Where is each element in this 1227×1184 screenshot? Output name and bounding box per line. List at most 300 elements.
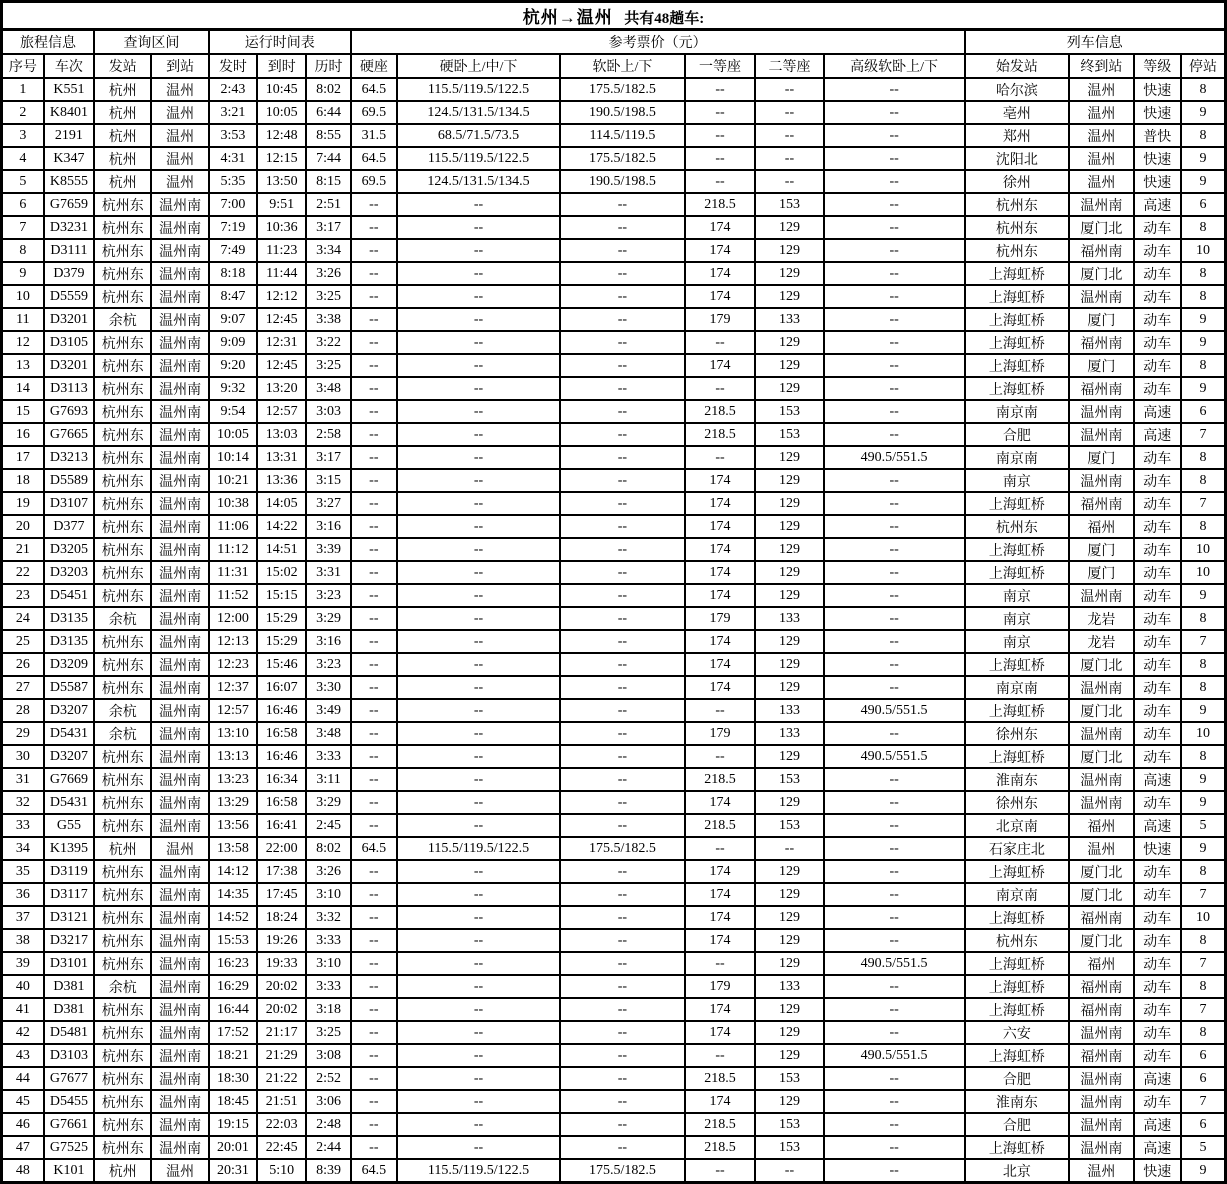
table-cell: 动车: [1134, 216, 1181, 239]
table-cell: 133: [755, 722, 823, 745]
table-cell: 9: [1181, 331, 1226, 354]
table-row: [2, 561, 1226, 584]
table-row: [2, 469, 1226, 492]
table-cell: 20:02: [257, 975, 306, 998]
table-cell: 174: [685, 998, 755, 1021]
table-cell: 动车: [1134, 1090, 1181, 1113]
table-cell: --: [397, 492, 560, 515]
table-row: [2, 423, 1226, 446]
table-cell: --: [351, 1113, 397, 1136]
table-cell: 12:31: [257, 331, 306, 354]
table-cell: D3205: [44, 538, 94, 561]
table-row: [2, 1113, 1226, 1136]
table-cell: 厦门: [1069, 308, 1133, 331]
table-cell: 46: [2, 1113, 44, 1136]
table-cell: K1395: [44, 837, 94, 860]
table-cell: --: [397, 1113, 560, 1136]
table-row: [2, 630, 1226, 653]
table-cell: 温州南: [151, 561, 208, 584]
table-cell: D3121: [44, 906, 94, 929]
table-cell: --: [755, 78, 823, 101]
table-cell: 温州: [1069, 170, 1133, 193]
table-cell: 温州南: [151, 492, 208, 515]
table-cell: 温州: [1069, 78, 1133, 101]
table-cell: 动车: [1134, 354, 1181, 377]
table-cell: --: [560, 193, 685, 216]
table-cell: 16:29: [209, 975, 257, 998]
table-cell: --: [397, 1067, 560, 1090]
table-cell: 快速: [1134, 101, 1181, 124]
table-cell: 福州: [1069, 814, 1133, 837]
table-cell: 14:51: [257, 538, 306, 561]
table-cell: 3:26: [306, 262, 350, 285]
table-cell: 22:45: [257, 1136, 306, 1159]
table-cell: --: [824, 331, 965, 354]
table-cell: 218.5: [685, 1113, 755, 1136]
table-cell: 31.5: [351, 124, 397, 147]
train-count-text: 共有48趟车:: [624, 11, 705, 27]
table-cell: --: [351, 791, 397, 814]
table-row: [2, 906, 1226, 929]
table-cell: 温州南: [151, 653, 208, 676]
table-cell: 10: [1181, 561, 1226, 584]
table-cell: 动车: [1134, 331, 1181, 354]
table-cell: K101: [44, 1159, 94, 1183]
table-cell: --: [351, 1021, 397, 1044]
table-cell: 杭州东: [94, 492, 151, 515]
table-cell: 64.5: [351, 1159, 397, 1183]
table-cell: 129: [755, 354, 823, 377]
table-cell: --: [351, 584, 397, 607]
table-cell: --: [397, 630, 560, 653]
table-cell: 38: [2, 929, 44, 952]
table-cell: 129: [755, 262, 823, 285]
table-cell: --: [560, 722, 685, 745]
table-cell: --: [397, 975, 560, 998]
table-cell: --: [560, 239, 685, 262]
table-cell: 杭州东: [94, 469, 151, 492]
table-cell: --: [755, 101, 823, 124]
table-cell: D3217: [44, 929, 94, 952]
table-cell: 153: [755, 1136, 823, 1159]
table-cell: --: [824, 515, 965, 538]
table-cell: 9:09: [209, 331, 257, 354]
table-cell: --: [351, 515, 397, 538]
table-cell: 3:23: [306, 584, 350, 607]
table-cell: 8:39: [306, 1159, 350, 1183]
table-cell: 上海虹桥: [965, 699, 1070, 722]
table-cell: 18:24: [257, 906, 306, 929]
table-cell: 16:23: [209, 952, 257, 975]
table-cell: --: [755, 147, 823, 170]
table-cell: --: [351, 1067, 397, 1090]
table-cell: 11:52: [209, 584, 257, 607]
table-cell: 17:52: [209, 1021, 257, 1044]
table-cell: 115.5/119.5/122.5: [397, 837, 560, 860]
table-cell: --: [397, 814, 560, 837]
table-cell: 41: [2, 998, 44, 1021]
table-cell: 3:18: [306, 998, 350, 1021]
table-cell: 温州南: [151, 883, 208, 906]
table-cell: --: [560, 285, 685, 308]
table-cell: --: [560, 998, 685, 1021]
table-cell: 20:02: [257, 998, 306, 1021]
table-cell: 动车: [1134, 492, 1181, 515]
table-cell: 快速: [1134, 78, 1181, 101]
table-cell: 3:16: [306, 515, 350, 538]
table-cell: D3231: [44, 216, 94, 239]
table-cell: 福州: [1069, 952, 1133, 975]
table-row: [2, 515, 1226, 538]
table-cell: 6: [1181, 193, 1226, 216]
table-row: [2, 883, 1226, 906]
table-cell: --: [351, 446, 397, 469]
table-cell: 10: [1181, 906, 1226, 929]
table-cell: 温州南: [151, 791, 208, 814]
table-cell: --: [560, 745, 685, 768]
table-cell: 153: [755, 193, 823, 216]
table-cell: --: [824, 1067, 965, 1090]
table-cell: 温州: [151, 170, 208, 193]
table-row: [2, 768, 1226, 791]
table-cell: --: [824, 929, 965, 952]
table-cell: 2:45: [306, 814, 350, 837]
table-cell: --: [351, 630, 397, 653]
table-cell: 7: [1181, 492, 1226, 515]
table-cell: 20:01: [209, 1136, 257, 1159]
table-cell: 12:00: [209, 607, 257, 630]
table-cell: 动车: [1134, 1021, 1181, 1044]
table-cell: 杭州: [94, 78, 151, 101]
table-cell: 174: [685, 492, 755, 515]
table-cell: 8: [1181, 216, 1226, 239]
table-cell: 129: [755, 377, 823, 400]
table-cell: 7:49: [209, 239, 257, 262]
table-cell: 5:10: [257, 1159, 306, 1183]
table-cell: 153: [755, 814, 823, 837]
table-cell: --: [560, 561, 685, 584]
table-cell: 杭州东: [94, 331, 151, 354]
table-cell: 174: [685, 354, 755, 377]
table-cell: 45: [2, 1090, 44, 1113]
table-cell: 8: [1181, 975, 1226, 998]
table-cell: 69.5: [351, 101, 397, 124]
table-cell: 129: [755, 492, 823, 515]
table-cell: 17:38: [257, 860, 306, 883]
table-cell: 杭州: [94, 837, 151, 860]
table-cell: 厦门北: [1069, 860, 1133, 883]
table-cell: 6: [1181, 400, 1226, 423]
table-cell: 3:25: [306, 354, 350, 377]
table-cell: 2:44: [306, 1136, 350, 1159]
table-cell: --: [397, 1044, 560, 1067]
table-cell: D3201: [44, 354, 94, 377]
table-cell: 8: [1181, 515, 1226, 538]
table-cell: 174: [685, 216, 755, 239]
table-cell: 高速: [1134, 814, 1181, 837]
table-cell: 13:56: [209, 814, 257, 837]
table-cell: --: [560, 492, 685, 515]
table-cell: 9: [1181, 837, 1226, 860]
table-cell: 福州南: [1069, 975, 1133, 998]
table-row: [2, 1136, 1226, 1159]
table-cell: 温州南: [1069, 1090, 1133, 1113]
table-cell: 133: [755, 308, 823, 331]
table-cell: 温州南: [151, 607, 208, 630]
table-cell: 4: [2, 147, 44, 170]
table-cell: --: [560, 860, 685, 883]
table-cell: 15:53: [209, 929, 257, 952]
table-cell: 上海虹桥: [965, 354, 1070, 377]
table-cell: 153: [755, 1067, 823, 1090]
table-cell: 温州南: [151, 676, 208, 699]
table-cell: 39: [2, 952, 44, 975]
table-cell: 温州南: [151, 262, 208, 285]
table-cell: D3107: [44, 492, 94, 515]
table-cell: 温州南: [151, 193, 208, 216]
table-cell: --: [824, 1159, 965, 1183]
table-row: [2, 1090, 1226, 1113]
table-cell: --: [397, 515, 560, 538]
table-cell: --: [685, 446, 755, 469]
table-cell: 杭州东: [965, 515, 1070, 538]
table-cell: D3103: [44, 1044, 94, 1067]
column-header: 车次: [44, 54, 94, 78]
table-cell: 南京: [965, 584, 1070, 607]
table-cell: 动车: [1134, 469, 1181, 492]
table-cell: D381: [44, 998, 94, 1021]
table-cell: 杭州东: [94, 1067, 151, 1090]
table-cell: 杭州: [94, 1159, 151, 1183]
table-body: [2, 78, 1226, 1183]
table-cell: 13: [2, 354, 44, 377]
table-cell: 12:57: [257, 400, 306, 423]
table-cell: 3:53: [209, 124, 257, 147]
table-cell: --: [351, 492, 397, 515]
table-cell: 174: [685, 630, 755, 653]
table-cell: 25: [2, 630, 44, 653]
table-cell: 快速: [1134, 1159, 1181, 1183]
table-cell: 47: [2, 1136, 44, 1159]
table-cell: 8: [1181, 285, 1226, 308]
table-cell: 179: [685, 607, 755, 630]
table-cell: 杭州东: [94, 216, 151, 239]
table-cell: 133: [755, 975, 823, 998]
table-cell: 厦门北: [1069, 745, 1133, 768]
table-cell: 68.5/71.5/73.5: [397, 124, 560, 147]
table-cell: 174: [685, 1090, 755, 1113]
table-cell: 174: [685, 860, 755, 883]
table-cell: 10:14: [209, 446, 257, 469]
table-row: [2, 952, 1226, 975]
table-row: [2, 998, 1226, 1021]
table-cell: D3209: [44, 653, 94, 676]
table-cell: G7665: [44, 423, 94, 446]
table-cell: --: [824, 262, 965, 285]
table-cell: 温州南: [1069, 469, 1133, 492]
table-cell: --: [824, 193, 965, 216]
table-cell: 温州南: [151, 446, 208, 469]
table-cell: 温州南: [151, 538, 208, 561]
table-row: [2, 446, 1226, 469]
table-cell: --: [397, 469, 560, 492]
table-cell: 129: [755, 469, 823, 492]
table-cell: D379: [44, 262, 94, 285]
table-cell: D3111: [44, 239, 94, 262]
table-cell: --: [560, 768, 685, 791]
table-cell: 石家庄北: [965, 837, 1070, 860]
table-cell: 温州南: [151, 400, 208, 423]
table-cell: D5481: [44, 1021, 94, 1044]
table-cell: 174: [685, 906, 755, 929]
table-cell: 16: [2, 423, 44, 446]
table-cell: 福州南: [1069, 906, 1133, 929]
table-cell: 129: [755, 630, 823, 653]
table-cell: 174: [685, 653, 755, 676]
table-cell: 43: [2, 1044, 44, 1067]
table-cell: 22:03: [257, 1113, 306, 1136]
table-cell: 14:12: [209, 860, 257, 883]
table-cell: 174: [685, 469, 755, 492]
table-cell: 174: [685, 883, 755, 906]
table-cell: 动车: [1134, 745, 1181, 768]
table-cell: 35: [2, 860, 44, 883]
table-cell: 3:33: [306, 975, 350, 998]
table-cell: 3:23: [306, 653, 350, 676]
table-cell: 133: [755, 607, 823, 630]
table-cell: --: [351, 354, 397, 377]
table-cell: K8401: [44, 101, 94, 124]
table-cell: --: [560, 354, 685, 377]
table-cell: --: [824, 354, 965, 377]
table-row: [2, 1044, 1226, 1067]
table-cell: 温州南: [151, 1044, 208, 1067]
table-cell: D3135: [44, 607, 94, 630]
table-cell: 北京南: [965, 814, 1070, 837]
table-cell: --: [351, 1044, 397, 1067]
table-cell: 12:57: [209, 699, 257, 722]
table-cell: 上海虹桥: [965, 906, 1070, 929]
table-cell: 徐州东: [965, 722, 1070, 745]
table-cell: --: [824, 860, 965, 883]
table-cell: 动车: [1134, 285, 1181, 308]
table-row: [2, 1159, 1226, 1183]
table-cell: --: [560, 699, 685, 722]
group-header: 参考票价（元）: [351, 30, 965, 55]
table-cell: --: [560, 584, 685, 607]
table-cell: 动车: [1134, 860, 1181, 883]
table-cell: 12:23: [209, 653, 257, 676]
table-cell: 六安: [965, 1021, 1070, 1044]
table-cell: D3113: [44, 377, 94, 400]
table-cell: 9:20: [209, 354, 257, 377]
table-cell: --: [824, 1113, 965, 1136]
table-cell: --: [824, 607, 965, 630]
table-cell: --: [685, 745, 755, 768]
table-cell: 温州南: [1069, 1021, 1133, 1044]
table-cell: 15:29: [257, 630, 306, 653]
table-cell: 合肥: [965, 1067, 1070, 1090]
table-cell: 10: [1181, 239, 1226, 262]
table-cell: 16:07: [257, 676, 306, 699]
table-cell: 7: [1181, 883, 1226, 906]
table-cell: 杭州东: [94, 791, 151, 814]
table-cell: 19: [2, 492, 44, 515]
table-cell: D5559: [44, 285, 94, 308]
table-cell: 218.5: [685, 1067, 755, 1090]
table-cell: 杭州: [94, 101, 151, 124]
table-cell: 129: [755, 1044, 823, 1067]
table-cell: 温州南: [151, 1090, 208, 1113]
table-cell: --: [397, 584, 560, 607]
table-cell: 3:38: [306, 308, 350, 331]
table-cell: 2:48: [306, 1113, 350, 1136]
table-cell: --: [824, 722, 965, 745]
column-header: 高级软卧上/下: [824, 54, 965, 78]
table-cell: --: [824, 768, 965, 791]
table-cell: 10:38: [209, 492, 257, 515]
table-cell: 36: [2, 883, 44, 906]
table-cell: --: [397, 745, 560, 768]
table-cell: --: [560, 1136, 685, 1159]
table-cell: 动车: [1134, 952, 1181, 975]
table-cell: --: [560, 400, 685, 423]
table-cell: 龙岩: [1069, 630, 1133, 653]
table-cell: --: [397, 952, 560, 975]
table-cell: 上海虹桥: [965, 860, 1070, 883]
table-cell: 15:29: [257, 607, 306, 630]
table-cell: --: [824, 101, 965, 124]
column-header: 停站: [1181, 54, 1226, 78]
table-cell: 8: [1181, 860, 1226, 883]
column-header: 始发站: [965, 54, 1070, 78]
table-cell: 动车: [1134, 883, 1181, 906]
table-cell: 北京: [965, 1159, 1070, 1183]
table-cell: D3117: [44, 883, 94, 906]
table-cell: --: [560, 262, 685, 285]
table-cell: 14:52: [209, 906, 257, 929]
table-cell: 温州南: [151, 814, 208, 837]
table-cell: 129: [755, 1021, 823, 1044]
table-cell: 动车: [1134, 561, 1181, 584]
table-cell: --: [824, 630, 965, 653]
table-cell: 174: [685, 262, 755, 285]
table-cell: --: [685, 699, 755, 722]
table-cell: 129: [755, 745, 823, 768]
table-cell: 杭州东: [94, 538, 151, 561]
table-cell: --: [560, 1113, 685, 1136]
table-cell: 64.5: [351, 147, 397, 170]
table-cell: 218.5: [685, 814, 755, 837]
table-cell: 温州: [1069, 101, 1133, 124]
table-cell: 14:22: [257, 515, 306, 538]
table-cell: --: [755, 1159, 823, 1183]
table-cell: 杭州东: [94, 998, 151, 1021]
table-cell: K551: [44, 78, 94, 101]
table-cell: 温州南: [151, 354, 208, 377]
table-cell: 14:05: [257, 492, 306, 515]
table-cell: 杭州东: [94, 1113, 151, 1136]
table-row: [2, 124, 1226, 147]
table-cell: 杭州东: [94, 906, 151, 929]
table-cell: D5431: [44, 791, 94, 814]
table-cell: --: [351, 285, 397, 308]
table-cell: 48: [2, 1159, 44, 1183]
column-header: 软卧上/下: [560, 54, 685, 78]
table-row: [2, 262, 1226, 285]
table-cell: --: [560, 653, 685, 676]
table-cell: --: [685, 1044, 755, 1067]
